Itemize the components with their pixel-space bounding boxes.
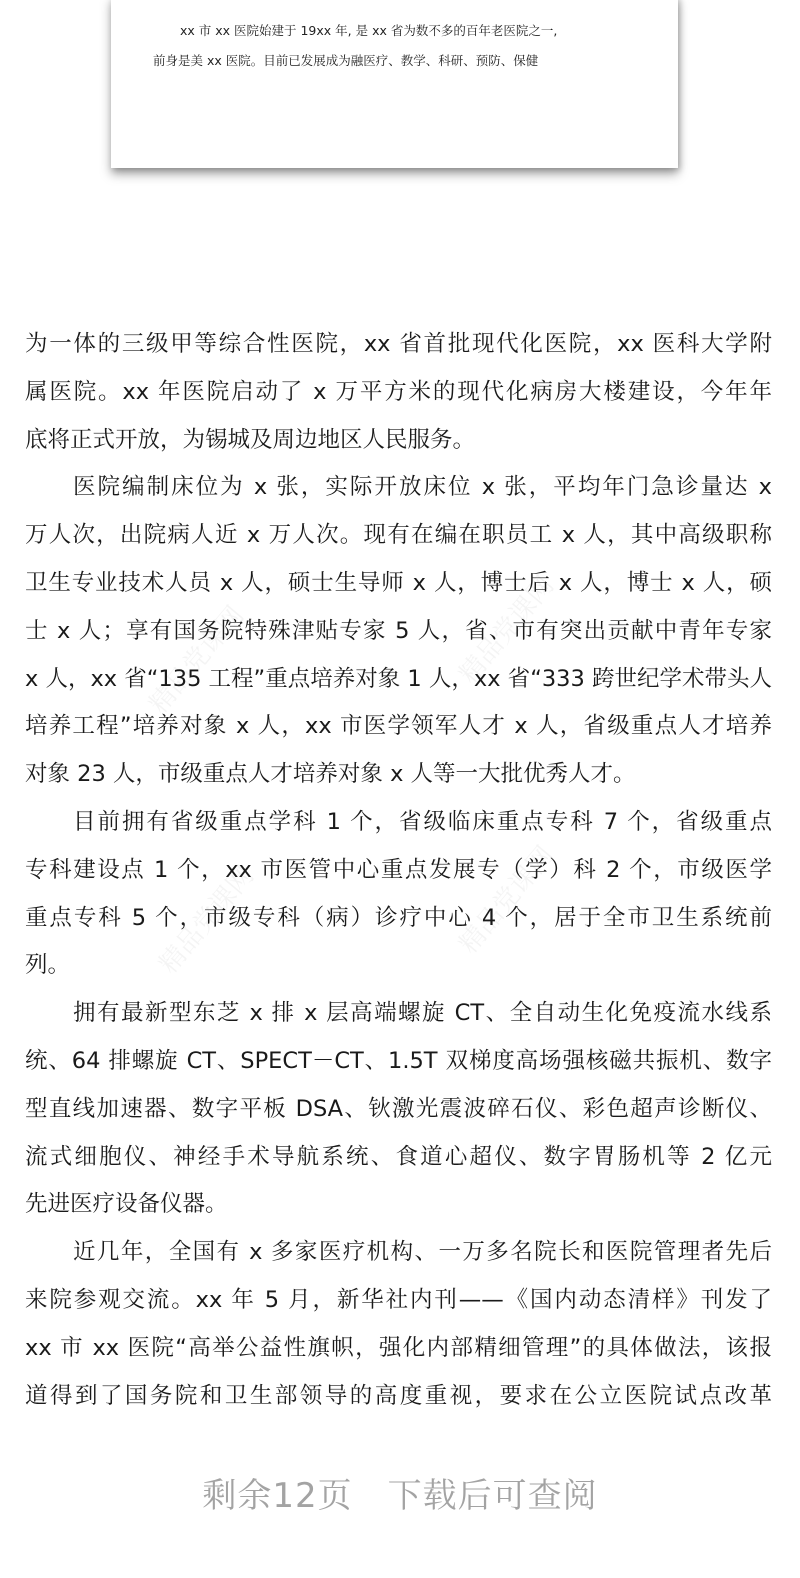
- preview-line: 前身是美 xx 医院。目前已发展成为融医疗、教学、科研、预防、保健: [153, 53, 539, 68]
- text-line: 重点专科 5 个，市级专科（病）诊疗中心 4 个，居于全市卫生系统前: [25, 904, 772, 931]
- text-line: 对象 23 人，市级重点人才培养对象 x 人等一大批优秀人才。: [25, 761, 636, 788]
- text-line: 道得到了国务院和卫生部领导的高度重视，要求在公立医院试点改革: [25, 1382, 772, 1409]
- text-line: 士 x 人；享有国务院特殊津贴专家 5 人，省、市有突出贡献中青年专家: [25, 617, 772, 644]
- text-line: 来院参观交流。xx 年 5 月，新华社内刊——《国内动态清样》刊发了: [25, 1286, 772, 1313]
- paragraph: [25, 990, 772, 1229]
- text-line: 型直线加速器、数字平板 DSA、钬激光震波碎石仪、彩色超声诊断仪、: [25, 1095, 772, 1122]
- text-line: 属医院。xx 年医院启动了 x 万平方米的现代化病房大楼建设，今年年: [25, 378, 772, 405]
- preview-page-card: [111, 0, 678, 168]
- paragraph: [25, 321, 772, 464]
- text-line: 万人次，出院病人近 x 万人次。现有在编在职员工 x 人，其中高级职称: [25, 522, 772, 549]
- text-line: 先进医疗设备仪器。: [25, 1191, 228, 1218]
- preview-line: xx 市 xx 医院始建于 19xx 年, 是 xx 省为数不多的百年老医院之一,: [180, 23, 558, 38]
- paragraph: [25, 1229, 772, 1420]
- text-line: 医院编制床位为 x 张，实际开放床位 x 张，平均年门急诊量达 x: [73, 474, 772, 501]
- text-line: 培养工程”培养对象 x 人，xx 市医学领军人才 x 人，省级重点人才培养: [25, 713, 772, 740]
- text-line: 目前拥有省级重点学科 1 个，省级临床重点专科 7 个，省级重点: [73, 808, 772, 835]
- text-line: 专科建设点 1 个，xx 市医管中心重点发展专（学）科 2 个，市级医学: [25, 856, 772, 883]
- text-line: 列。: [25, 952, 71, 979]
- text-line: 拥有最新型东芝 x 排 x 层高端螺旋 CT、全自动生化免疫流水线系: [73, 1000, 772, 1027]
- text-line: 为一体的三级甲等综合性医院，xx 省首批现代化医院，xx 医科大学附: [25, 331, 772, 357]
- paragraph: [25, 799, 772, 990]
- text-line: 流式细胞仪、神经手术导航系统、食道心超仪、数字胃肠机等 2 亿元: [25, 1143, 772, 1170]
- paragraph: [25, 464, 772, 799]
- text-line: 近几年，全国有 x 多家医疗机构、一万多名院长和医院管理者先后: [73, 1239, 772, 1266]
- text-line: 底将正式开放，为锡城及周边地区人民服务。: [25, 426, 476, 453]
- document-body: [25, 321, 772, 1420]
- text-line: 卫生专业技术人员 x 人，硕士生导师 x 人，博士后 x 人，博士 x 人，硕: [25, 569, 772, 596]
- text-line: 统、64 排螺旋 CT、SPECT－CT、1.5T 双梯度高场强核磁共振机、数字: [25, 1047, 772, 1074]
- text-line: xx 市 xx 医院“高举公益性旗帜，强化内部精细管理”的具体做法，该报: [25, 1334, 772, 1361]
- remaining-pages-label[interactable]: 剩余12页 下载后可查阅: [202, 1476, 598, 1516]
- text-line: x 人，xx 省“135 工程”重点培养对象 1 人，xx 省“333 跨世纪学术带头人: [25, 665, 772, 692]
